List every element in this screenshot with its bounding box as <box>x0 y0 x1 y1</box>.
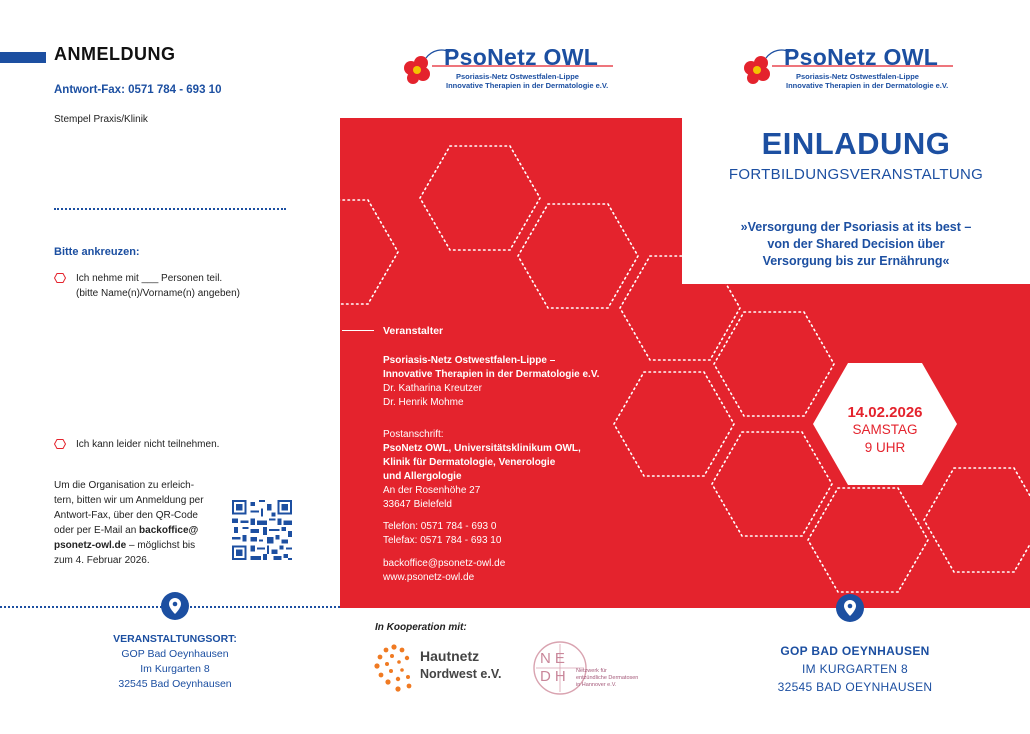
venue-line: GOP Bad Oeynhausen <box>121 648 229 660</box>
online-block <box>383 557 505 585</box>
flower-icon <box>404 56 430 84</box>
registration-heading: ANMELDUNG <box>54 44 176 64</box>
organizer-rule <box>342 330 374 331</box>
dots-icon <box>372 640 416 696</box>
flower-icon <box>744 56 770 84</box>
venue-line: 32545 BAD OEYNHAUSEN <box>777 680 933 694</box>
address-line: PsoNetz OWL, Universitätsklinikum OWL, <box>383 443 581 454</box>
email-link[interactable]: backoffice@psonetz-owl.de <box>383 558 506 569</box>
info-line: Antwort-Fax, über den QR-Code <box>54 510 198 521</box>
option-decline: Ich kann leider nicht teilnehmen. <box>76 439 220 450</box>
organizer-person: Dr. Katharina Kreutzer <box>383 383 482 394</box>
info-line: zum 4. Februar 2026. <box>54 555 150 566</box>
organizer-line: Psoriasis-Netz Ostwestfalen-Lippe – <box>383 355 556 366</box>
venue-line: 32545 Bad Oeynhausen <box>118 678 232 690</box>
venue-left <box>80 632 270 692</box>
info-line <box>54 523 224 538</box>
info-text: – möglichst bis <box>126 540 196 551</box>
partner-name: Nordwest e.V. <box>420 667 502 681</box>
info-line <box>54 538 224 553</box>
event-weekday: SAMSTAG <box>852 422 918 437</box>
fax: Telefax: 0571 784 - 693 10 <box>383 535 502 546</box>
address-line: An der Rosenhöhe 27 <box>383 485 481 496</box>
phone: Telefon: 0571 784 - 693 0 <box>383 521 497 532</box>
event-time: 9 UHR <box>864 440 906 455</box>
email-part[interactable]: psonetz-owl.de <box>54 540 127 551</box>
logo-sub2: Innovative Therapien in der Dermatologie e.V. <box>446 81 609 90</box>
registration-info <box>54 478 224 568</box>
address-line: und Allergologie <box>383 471 462 482</box>
bottom-divider-left <box>0 606 162 608</box>
heading-accent-bar <box>0 52 46 63</box>
location-pin-icon <box>161 592 189 620</box>
invitation-title: EINLADUNG <box>761 126 951 161</box>
website-link[interactable]: www.psonetz-owl.de <box>383 572 475 583</box>
event-topic <box>696 219 1016 270</box>
info-line: tern, bitten wir um Anmeldung per <box>54 495 204 506</box>
dotted-divider <box>54 208 286 210</box>
cooperation-label: In Kooperation mit: <box>375 622 467 633</box>
psonetz-logo <box>398 44 618 94</box>
partner-letters: NEDH <box>540 650 570 685</box>
location-pin-icon <box>836 594 864 622</box>
organizer-person: Dr. Henrik Mohme <box>383 397 464 408</box>
logo-sub2: Innovative Therapien in der Dermatologie e.V. <box>786 81 949 90</box>
event-date-block <box>812 404 958 457</box>
address-line: 33647 Bielefeld <box>383 499 452 510</box>
event-type: FORTBILDUNGSVERANSTALTUNG <box>728 166 984 183</box>
event-date: 14.02.2026 <box>847 404 923 421</box>
bottom-divider-left <box>190 606 340 608</box>
organizer-block <box>383 354 663 410</box>
partner-desc-line: in Hannover e.V. <box>576 682 617 688</box>
venue-line: IM KURGARTEN 8 <box>802 662 908 676</box>
topic-line: »Versorgung der Psoriasis at its best – <box>740 220 972 234</box>
stamp-label: Stempel Praxis/Klinik <box>54 114 148 125</box>
topic-line: von der Shared Decision über <box>767 237 945 251</box>
partner-name: Hautnetz <box>420 648 480 664</box>
check-prompt: Bitte ankreuzen: <box>54 246 140 258</box>
logo-name: PsoNetz OWL <box>444 44 599 70</box>
logo-sub1: Psoriasis-Netz Ostwestfalen-Lippe <box>456 72 579 81</box>
partner-desc-line: entzündliche Dermatosen <box>576 675 639 681</box>
logo-sub1: Psoriasis-Netz Ostwestfalen-Lippe <box>796 72 919 81</box>
nedh-logo <box>532 640 652 700</box>
option-attend-line2: (bitte Name(n)/Vorname(n) angeben) <box>76 288 240 299</box>
venue-title: VERANSTALTUNGSORT: <box>113 633 237 645</box>
info-text: oder per E-Mail an <box>54 525 140 536</box>
checkbox-decline[interactable] <box>54 439 66 449</box>
hautnetz-logo <box>372 640 512 696</box>
venue-title: GOP BAD OEYNHAUSEN <box>780 644 930 658</box>
venue-line: Im Kurgarten 8 <box>140 663 210 675</box>
organizer-label: Veranstalter <box>383 325 444 337</box>
contact-block <box>383 520 501 548</box>
topic-line: Versorgung bis zur Ernährung« <box>762 254 950 268</box>
postal-label: Postanschrift: <box>383 429 444 440</box>
organizer-line: Innovative Therapien in der Dermatologie e.V. <box>383 369 600 380</box>
partner-desc-line: Netzwerk für <box>576 668 607 674</box>
checkbox-attend[interactable] <box>54 273 66 283</box>
email-part[interactable]: backoffice@ <box>139 525 199 536</box>
reply-fax: Antwort-Fax: 0571 784 - 693 10 <box>54 84 222 96</box>
venue-right <box>740 642 970 696</box>
info-line: Um die Organisation zu erleich- <box>54 480 195 491</box>
qr-code[interactable] <box>232 500 292 560</box>
postal-block <box>383 428 663 512</box>
address-line: Klinik für Dermatologie, Venerologie <box>383 457 556 468</box>
partner-desc <box>576 668 638 689</box>
psonetz-logo <box>738 44 958 94</box>
option-attend <box>76 271 240 301</box>
logo-name: PsoNetz OWL <box>784 44 939 70</box>
option-attend-line1: Ich nehme mit ___ Personen teil. <box>76 273 223 284</box>
